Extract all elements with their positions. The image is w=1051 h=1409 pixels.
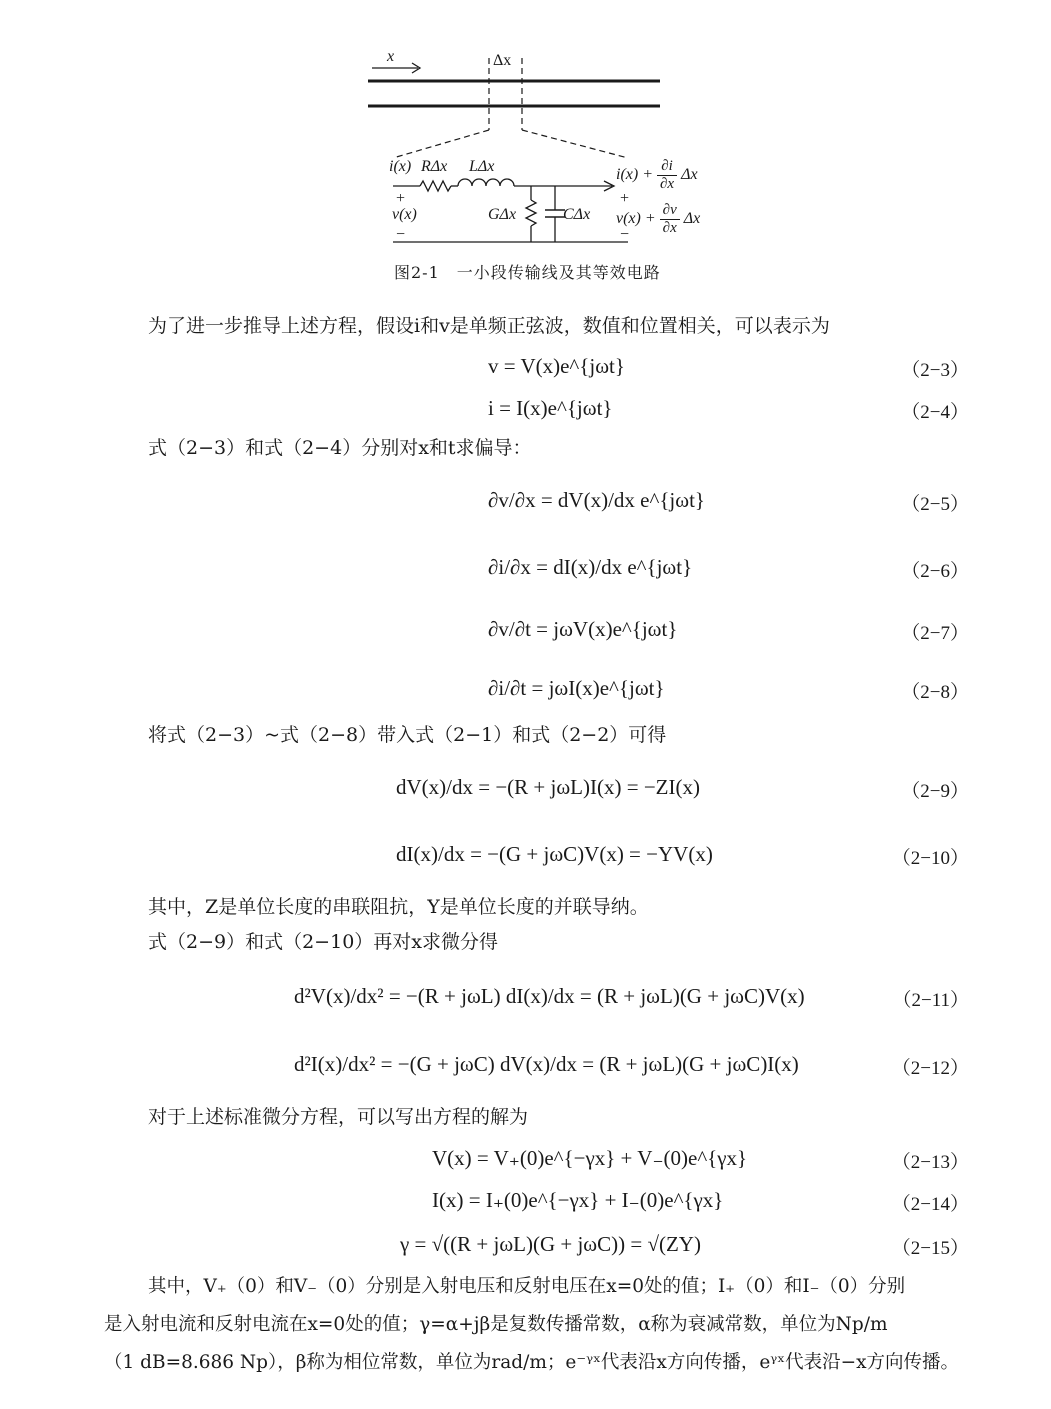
paragraph-2: 式（2−3）和式（2−4）分别对x和t求偏导：	[148, 437, 532, 459]
equation-number-2-9: （2−9）	[901, 781, 969, 802]
figure-c-label: CΔx	[563, 206, 591, 223]
equation-2-15: γ = √((R + jωL)(G + jωC)) = √(ZY)	[400, 1232, 701, 1256]
equation-number-2-7: （2−7）	[901, 623, 969, 644]
paragraph-1: 为了进一步推导上述方程，假设i和v是单频正弦波，数值和位置相关，可以表示为	[148, 315, 830, 337]
equation-2-4: i = I(x)e^{jωt}	[488, 396, 613, 420]
equation-number-2-5: （2−5）	[901, 494, 969, 515]
figure-l-label: LΔx	[469, 158, 495, 175]
equation-number-2-13: （2−13）	[891, 1152, 969, 1173]
figure-i-out-label: i(x) + $\frac{\partial i}{\partial x}$ Δx	[616, 158, 698, 192]
figure-minus-right: −	[620, 226, 630, 243]
equation-2-9: dV(x)/dx = −(R + jωL)I(x) = −ZI(x)	[396, 775, 700, 799]
equation-2-14: I(x) = I₊(0)e^{−γx} + I₋(0)e^{γx}	[432, 1188, 724, 1212]
figure-x-label: x	[387, 48, 395, 65]
equation-2-10: dI(x)/dx = −(G + jωC)V(x) = −YV(x)	[396, 842, 713, 866]
paragraph-7-line-1: 其中，V₊（0）和V₋（0）分别是入射电压和反射电压在x=0处的值；I₊（0）和I₋（0）分别	[148, 1276, 906, 1297]
figure-plus-right: +	[620, 190, 630, 207]
transmission-line-figure	[0, 0, 1051, 260]
equation-2-8: ∂i/∂t = jωI(x)e^{jωt}	[488, 676, 665, 700]
paragraph-3: 将式（2−3）~式（2−8）带入式（2−1）和式（2−2）可得	[148, 724, 667, 746]
equation-2-12: d²I(x)/dx² = −(G + jωC) dV(x)/dx = (R + jωL)(G + jωC)I(x)	[294, 1052, 799, 1076]
paragraph-4: 其中，Z是单位长度的串联阻抗，Y是单位长度的并联导纳。	[148, 896, 649, 918]
equation-number-2-11: （2−11）	[892, 990, 969, 1011]
figure-r-label: RΔx	[421, 158, 448, 175]
equation-2-7: ∂v/∂t = jωV(x)e^{jωt}	[488, 617, 678, 641]
paragraph-7-line-2: 是入射电流和反射电流在x=0处的值；γ=α+jβ是复数传播常数，α称为衰减常数，单位为Np/m	[104, 1314, 888, 1335]
figure-v-out-label: v(x) + $\frac{\partial v}{\partial x}$ Δx	[616, 202, 701, 236]
figure-i-in-label: i(x)	[389, 158, 412, 175]
equation-number-2-3: （2−3）	[901, 360, 969, 381]
paragraph-5: 式（2−9）和式（2−10）再对x求微分得	[148, 931, 498, 953]
figure-minus-left: −	[396, 226, 406, 243]
paragraph-7-line-3: （1 dB=8.686 Np），β称为相位常数，单位为rad/m；e⁻ᵞˣ代表沿x方向传播，eᵞˣ代表沿−x方向传播。	[104, 1352, 960, 1373]
equation-2-3: v = V(x)e^{jωt}	[488, 354, 625, 378]
equation-2-13: V(x) = V₊(0)e^{−γx} + V₋(0)e^{γx}	[432, 1146, 748, 1170]
equation-number-2-10: （2−10）	[891, 848, 969, 869]
figure-caption: 图2-1 一小段传输线及其等效电路	[394, 263, 661, 282]
equation-2-6: ∂i/∂x = dI(x)/dx e^{jωt}	[488, 555, 693, 579]
figure-g-label: GΔx	[488, 206, 517, 223]
equation-number-2-8: （2−8）	[901, 682, 969, 703]
figure-delta-x-label: Δx	[493, 52, 512, 69]
equation-2-11: d²V(x)/dx² = −(R + jωL) dI(x)/dx = (R + jωL)(G + jωC)V(x)	[294, 984, 805, 1008]
equation-2-5: ∂v/∂x = dV(x)/dx e^{jωt}	[488, 488, 705, 512]
figure-plus-left: +	[396, 190, 406, 207]
figure-v-in-label: v(x)	[392, 206, 417, 223]
paragraph-6: 对于上述标准微分方程，可以写出方程的解为	[148, 1106, 529, 1128]
equation-number-2-6: （2−6）	[901, 561, 969, 582]
equation-number-2-12: （2−12）	[891, 1058, 969, 1079]
equation-number-2-4: （2−4）	[901, 402, 969, 423]
equation-number-2-15: （2−15）	[891, 1238, 969, 1259]
equation-number-2-14: （2−14）	[891, 1194, 969, 1215]
